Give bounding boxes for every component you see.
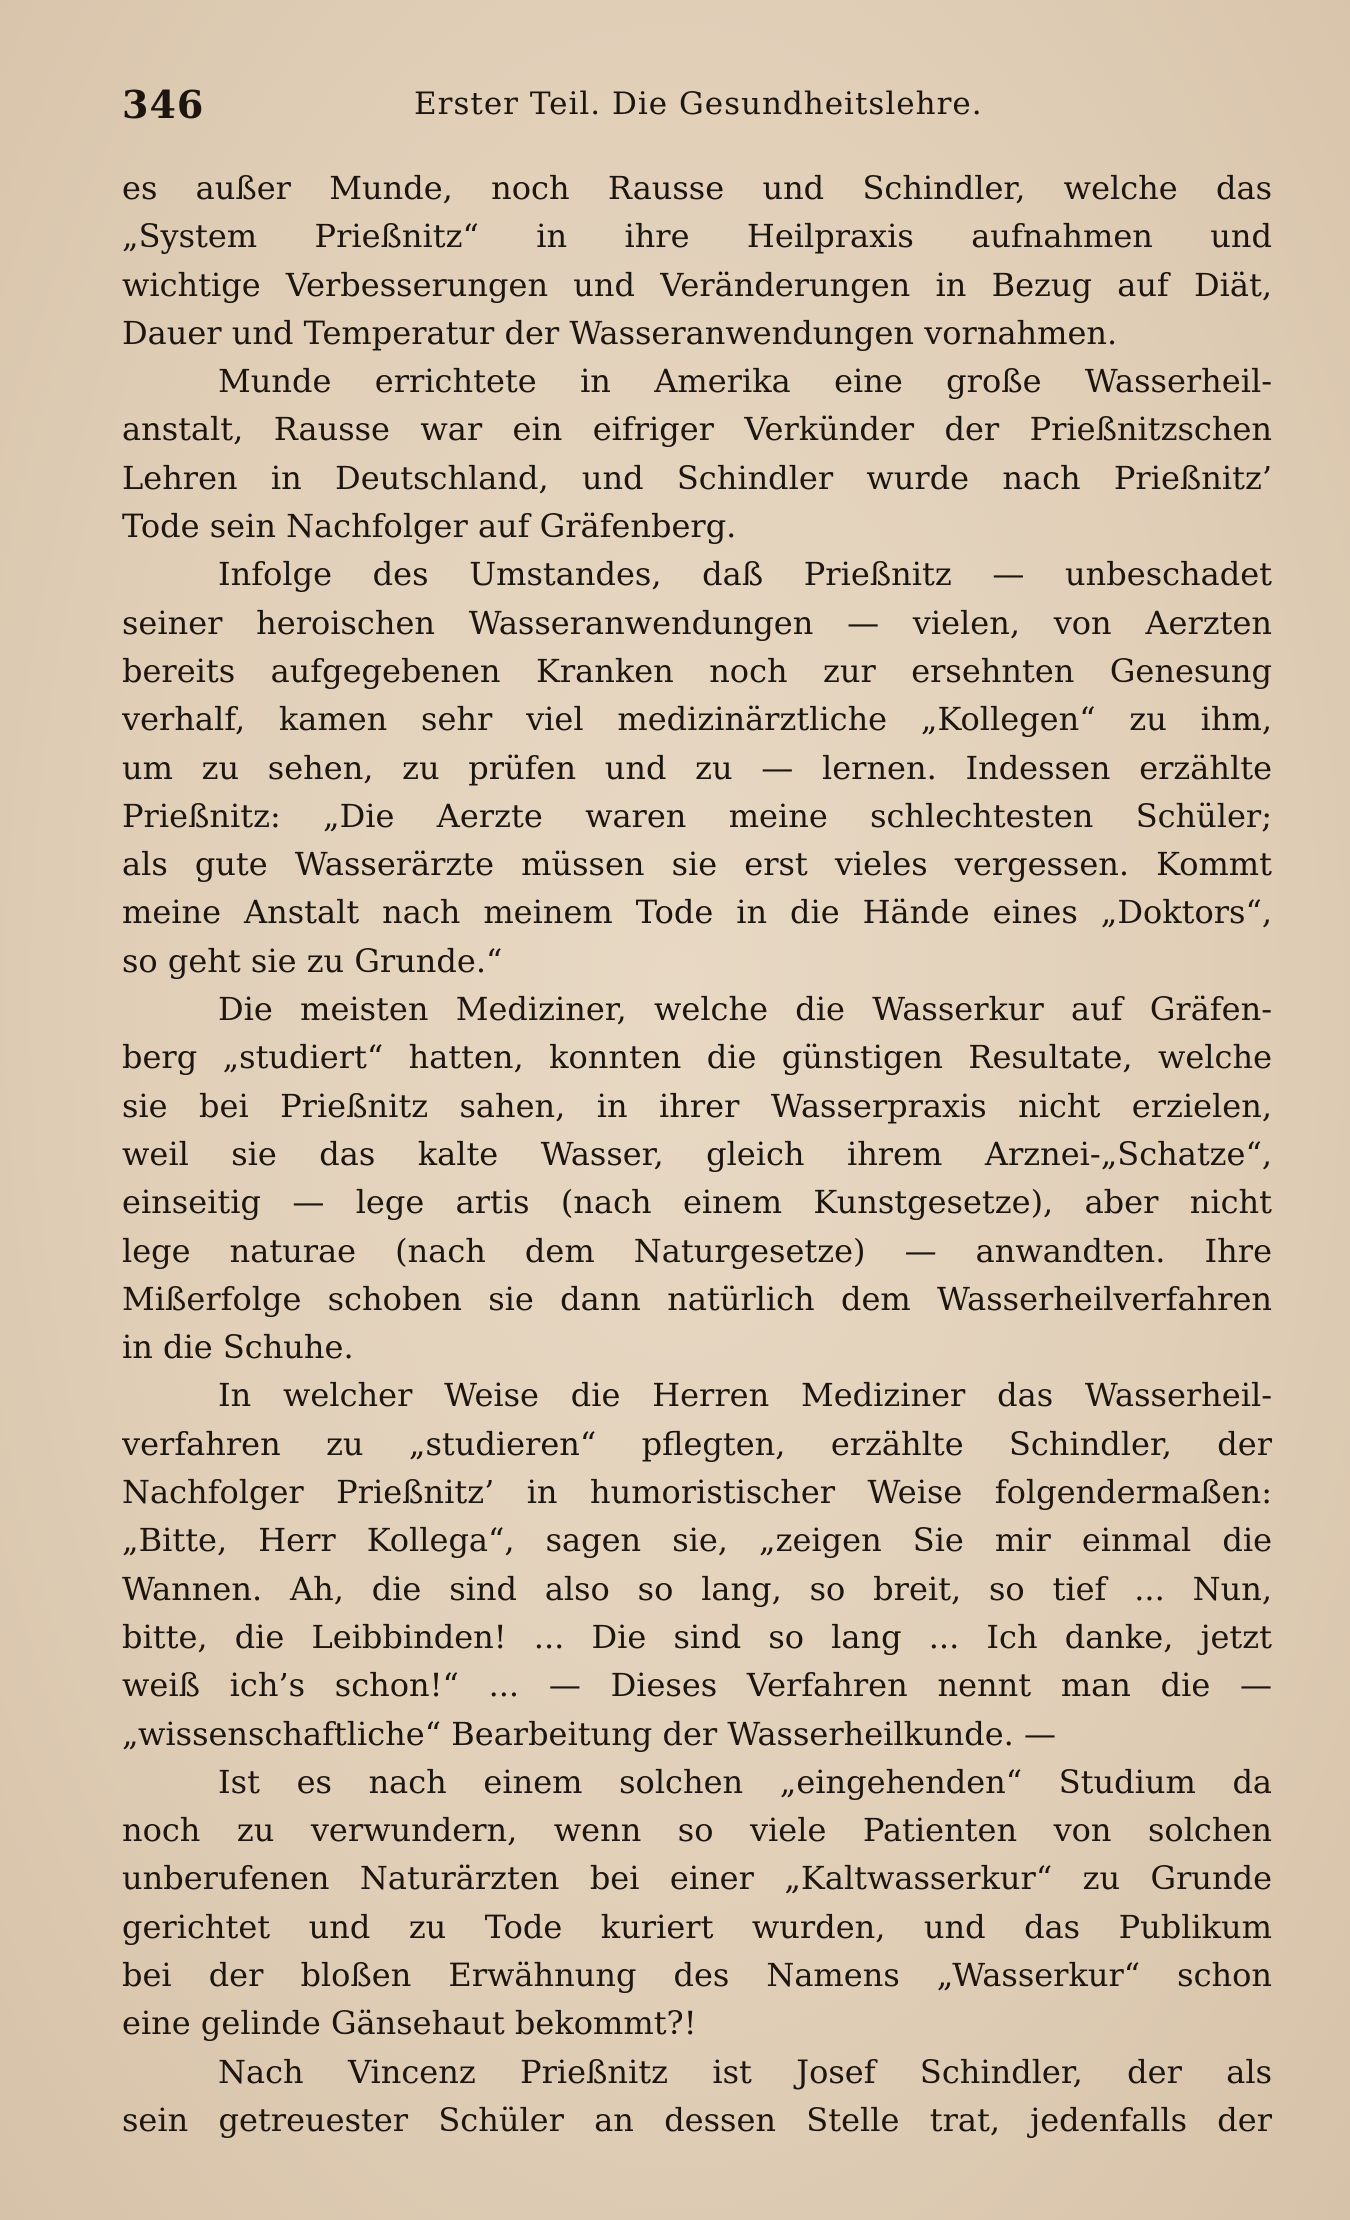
text-line: um zu sehen, zu prüfen und zu — lernen. Indessen erzählte xyxy=(122,748,1272,787)
text-line: Dauer und Temperatur der Wasseranwendungen vornahmen. xyxy=(122,313,1118,352)
text-line: wichtige Verbesserungen und Veränderungen in Bezug auf Diät, xyxy=(122,265,1272,304)
page-header xyxy=(122,78,1272,138)
text-line: bereits aufgegebenen Kranken noch zur ersehnten Genesung xyxy=(122,651,1272,690)
text-line: In welcher Weise die Herren Mediziner das Wasserheil- xyxy=(218,1376,1272,1415)
text-line: als gute Wasserärzte müssen sie erst vieles vergessen. Kommt xyxy=(122,845,1272,884)
text-line: verfahren zu „studieren“ pflegten, erzählte Schindler, der xyxy=(122,1424,1272,1463)
text-line: so geht sie zu Grunde.“ xyxy=(122,941,503,980)
text-line: in die Schuhe. xyxy=(122,1328,354,1367)
text-line: eine gelinde Gänsehaut bekommt?! xyxy=(122,2004,697,2043)
text-line: noch zu verwundern, wenn so viele Patienten von solchen xyxy=(122,1811,1272,1850)
text-line: Tode sein Nachfolger auf Gräfenberg. xyxy=(122,507,737,546)
text-line: bitte, die Leibbinden! ... Die sind so lang ... Ich danke, jetzt xyxy=(122,1617,1272,1656)
text-line: bei der bloßen Erwähnung des Namens „Wasserkur“ schon xyxy=(122,1955,1272,1994)
running-head: Erster Teil. Die Gesundheitslehre. xyxy=(414,86,983,122)
text-line: „System Prießnitz“ in ihre Heilpraxis aufnahmen und xyxy=(122,217,1272,256)
text-line: Nachfolger Prießnitz’ in humoristischer Weise folgendermaßen: xyxy=(122,1473,1272,1512)
text-line: meine Anstalt nach meinem Tode in die Hände eines „Doktors“, xyxy=(122,893,1272,932)
text-line: es außer Munde, noch Rausse und Schindler, welche das xyxy=(122,169,1272,207)
text-line: „wissenschaftliche“ Bearbeitung der Wasserheilkunde. — xyxy=(122,1714,1056,1753)
text-line: Nach Vincenz Prießnitz ist Josef Schindler, der als xyxy=(218,2052,1272,2091)
body-text xyxy=(122,164,1272,2144)
page-number: 346 xyxy=(122,82,205,127)
text-line: seiner heroischen Wasseranwendungen — vielen, von Aerzten xyxy=(122,603,1272,642)
text-line: lege naturae (nach dem Naturgesetze) — anwandten. Ihre xyxy=(122,1231,1272,1270)
text-line: weiß ich’s schon!“ ... — Dieses Verfahren nennt man die — xyxy=(122,1666,1272,1705)
text-line: Munde errichtete in Amerika eine große Wasserheil- xyxy=(218,362,1272,401)
text-line: berg „studiert“ hatten, konnten die günstigen Resultate, welche xyxy=(122,1038,1272,1077)
text-line: sie bei Prießnitz sahen, in ihrer Wasserpraxis nicht erzielen, xyxy=(122,1086,1272,1125)
text-line: Prießnitz: „Die Aerzte waren meine schlechtesten Schüler; xyxy=(122,796,1272,835)
text-line: gerichtet und zu Tode kuriert wurden, und das Publikum xyxy=(122,1907,1272,1946)
text-line: anstalt, Rausse war ein eifriger Verkünder der Prießnitzschen xyxy=(122,410,1272,449)
text-line: sein getreuester Schüler an dessen Stelle trat, jedenfalls der xyxy=(122,2100,1272,2139)
text-line: Lehren in Deutschland, und Schindler wurde nach Prießnitz’ xyxy=(122,458,1272,497)
text-line: Die meisten Mediziner, welche die Wasserkur auf Gräfen- xyxy=(218,990,1272,1029)
text-line: weil sie das kalte Wasser, gleich ihrem Arznei-„Schatze“, xyxy=(122,1134,1272,1173)
text-line: Mißerfolge schoben sie dann natürlich dem Wasserheilverfahren xyxy=(122,1279,1272,1318)
text-line: Infolge des Umstandes, daß Prießnitz — unbeschadet xyxy=(218,555,1272,594)
text-line: Wannen. Ah, die sind also so lang, so breit, so tief ... Nun, xyxy=(122,1569,1272,1608)
text-line: einseitig — lege artis (nach einem Kunstgesetze), aber nicht xyxy=(122,1183,1272,1222)
text-line: unberufenen Naturärzten bei einer „Kaltwasserkur“ zu Grunde xyxy=(122,1859,1272,1898)
text-line: verhalf, kamen sehr viel medizinärztliche „Kollegen“ zu ihm, xyxy=(122,700,1272,739)
text-line: „Bitte, Herr Kollega“, sagen sie, „zeigen Sie mir einmal die xyxy=(122,1521,1272,1560)
text-line: Ist es nach einem solchen „eingehenden“ Studium da xyxy=(218,1762,1272,1801)
